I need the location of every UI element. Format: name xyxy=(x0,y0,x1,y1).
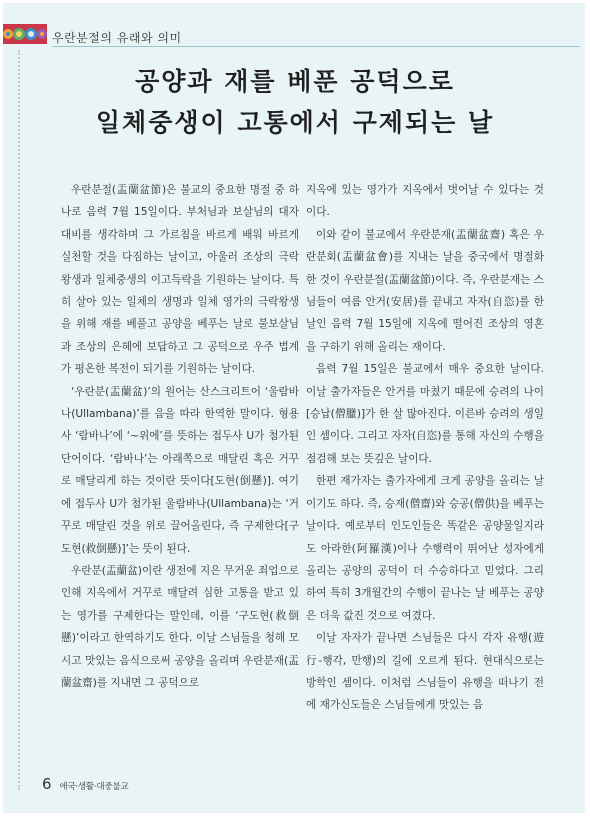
page-number: 6 xyxy=(42,775,52,793)
margin-dotted-line xyxy=(18,50,20,790)
paragraph: 음력 7월 15일은 불교에서 매우 중요한 날이다. 이날 출가자들은 안거를 마쳤기 때문에 승려의 나이[승납(僧臘)]가 한 살 많아진다. 이른바 승려의 생일인 셈이다. 그리고 자자(自恣)를 통해 자신의 수행을 점검해 보는 뜻깊은 날이다. xyxy=(306,363,544,465)
section-header: 우란분절의 유래와 의미 xyxy=(52,31,182,45)
paragraph: 한편 재가자는 출가자에게 크게 공양을 올리는 날이기도 하다. 즉, 승재(僧齋)와 승공(僧供)을 베푸는 날이다. 예로부터 인도인들은 똑같은 공양물일지라도 아라한(阿羅漢)이나 수행력이 뛰어난 성자에게 올리는 공양의 공덕이 더 수승하다고 믿었다. 그리하여 특히 3개월간의 수행이 끝나는 날 베푸는 공양은 더욱 값진 것으로 여겼다. xyxy=(306,475,544,622)
article-title-line1: 공양과 재를 베푼 공덕으로 xyxy=(135,67,455,96)
paragraph: ‘우란분(盂蘭盆)’의 원어는 산스크리트어 ‘울람바나(Ullambana)’를 음을 따라 한역한 말이다. 형용사 ‘람바나’에 ‘~위에’를 뜻하는 접두사 U가 첨가된 단어이다. ‘람바나’는 아래쪽으로 매달린 혹은 거꾸로 매달리게 하는 것이란 뜻이다[도현(倒懸)]. 여기에 접두사 U가 첨가된 울람바나(Ullambana)는 ‘거꾸로 매달린 것을 위로 끌어올린다, 즉 구제한다[구도현(救倒懸)]’는 뜻이 된다. xyxy=(61,385,299,555)
paragraph: 우란분(盂蘭盆)이란 생전에 지은 무거운 죄업으로 인해 지옥에서 거꾸로 매달려 심한 고통을 받고 있는 영가를 구제한다는 말인데, 이를 ‘구도현(救倒懸)’이라고 한역하기도 한다. 이날 스님들을 청해 모시고 맛있는 음식으로써 공양을 올리며 우란분재(盂蘭盆齋)를 지내면 그 공덕으로 xyxy=(61,564,299,689)
header-divider xyxy=(52,46,580,47)
article-title-line2: 일체중생이 고통에서 구제되는 날 xyxy=(95,108,495,137)
left-column xyxy=(61,179,299,694)
right-column xyxy=(306,179,544,717)
paragraph: 우란분절(盂蘭盆節)은 불교의 중요한 명절 중 하나로 음력 7월 15일이다. 부처님과 보살님의 대자대비를 생각하며 그 가르침을 바르게 배워 바르게 실천할 것을 다짐하는 날이고, 아울러 조상의 극락왕생과 일체중생의 이고득락을 기원하는 날이다. 특히 살아 있는 일체의 생명과 일체 영가의 극락왕생을 위해 재를 베풀고 공양을 베푸는 날로 불보살님과 조상의 은혜에 보답하고 그 공덕으로 우주 법계가 평온한 복전이 되기를 기원하는 날이다. xyxy=(61,184,299,376)
paragraph: 이날 자자가 끝나면 스님들은 다시 각자 유행(遊行-행각, 만행)의 길에 오르게 된다. 현대식으로는 방학인 셈이다. 이처럼 스님들이 유행을 떠나기 전에 재가신도들은 스님들에게 맛있는 음 xyxy=(306,632,544,712)
decorative-pattern-banner xyxy=(3,24,47,44)
paragraph: 지옥에 있는 영가가 지옥에서 벗어날 수 있다는 것이다. xyxy=(306,184,544,219)
page-footer xyxy=(42,775,128,793)
publication-name: 애국·생활·대중불교 xyxy=(59,782,129,792)
paragraph: 이와 같이 불교에서 우란분재(盂蘭盆齋) 혹은 우란분회(盂蘭盆會)를 지내는 날을 중국에서 명절화한 것이 우란분절(盂蘭盆節)이다. 즉, 우란분재는 스님들이 여름 안거(安居)를 끝내고 자자(自恣)를 한 날인 음력 7월 15일에 지옥에 떨어진 조상의 영혼을 구하기 위해 올리는 재이다. xyxy=(306,228,544,353)
